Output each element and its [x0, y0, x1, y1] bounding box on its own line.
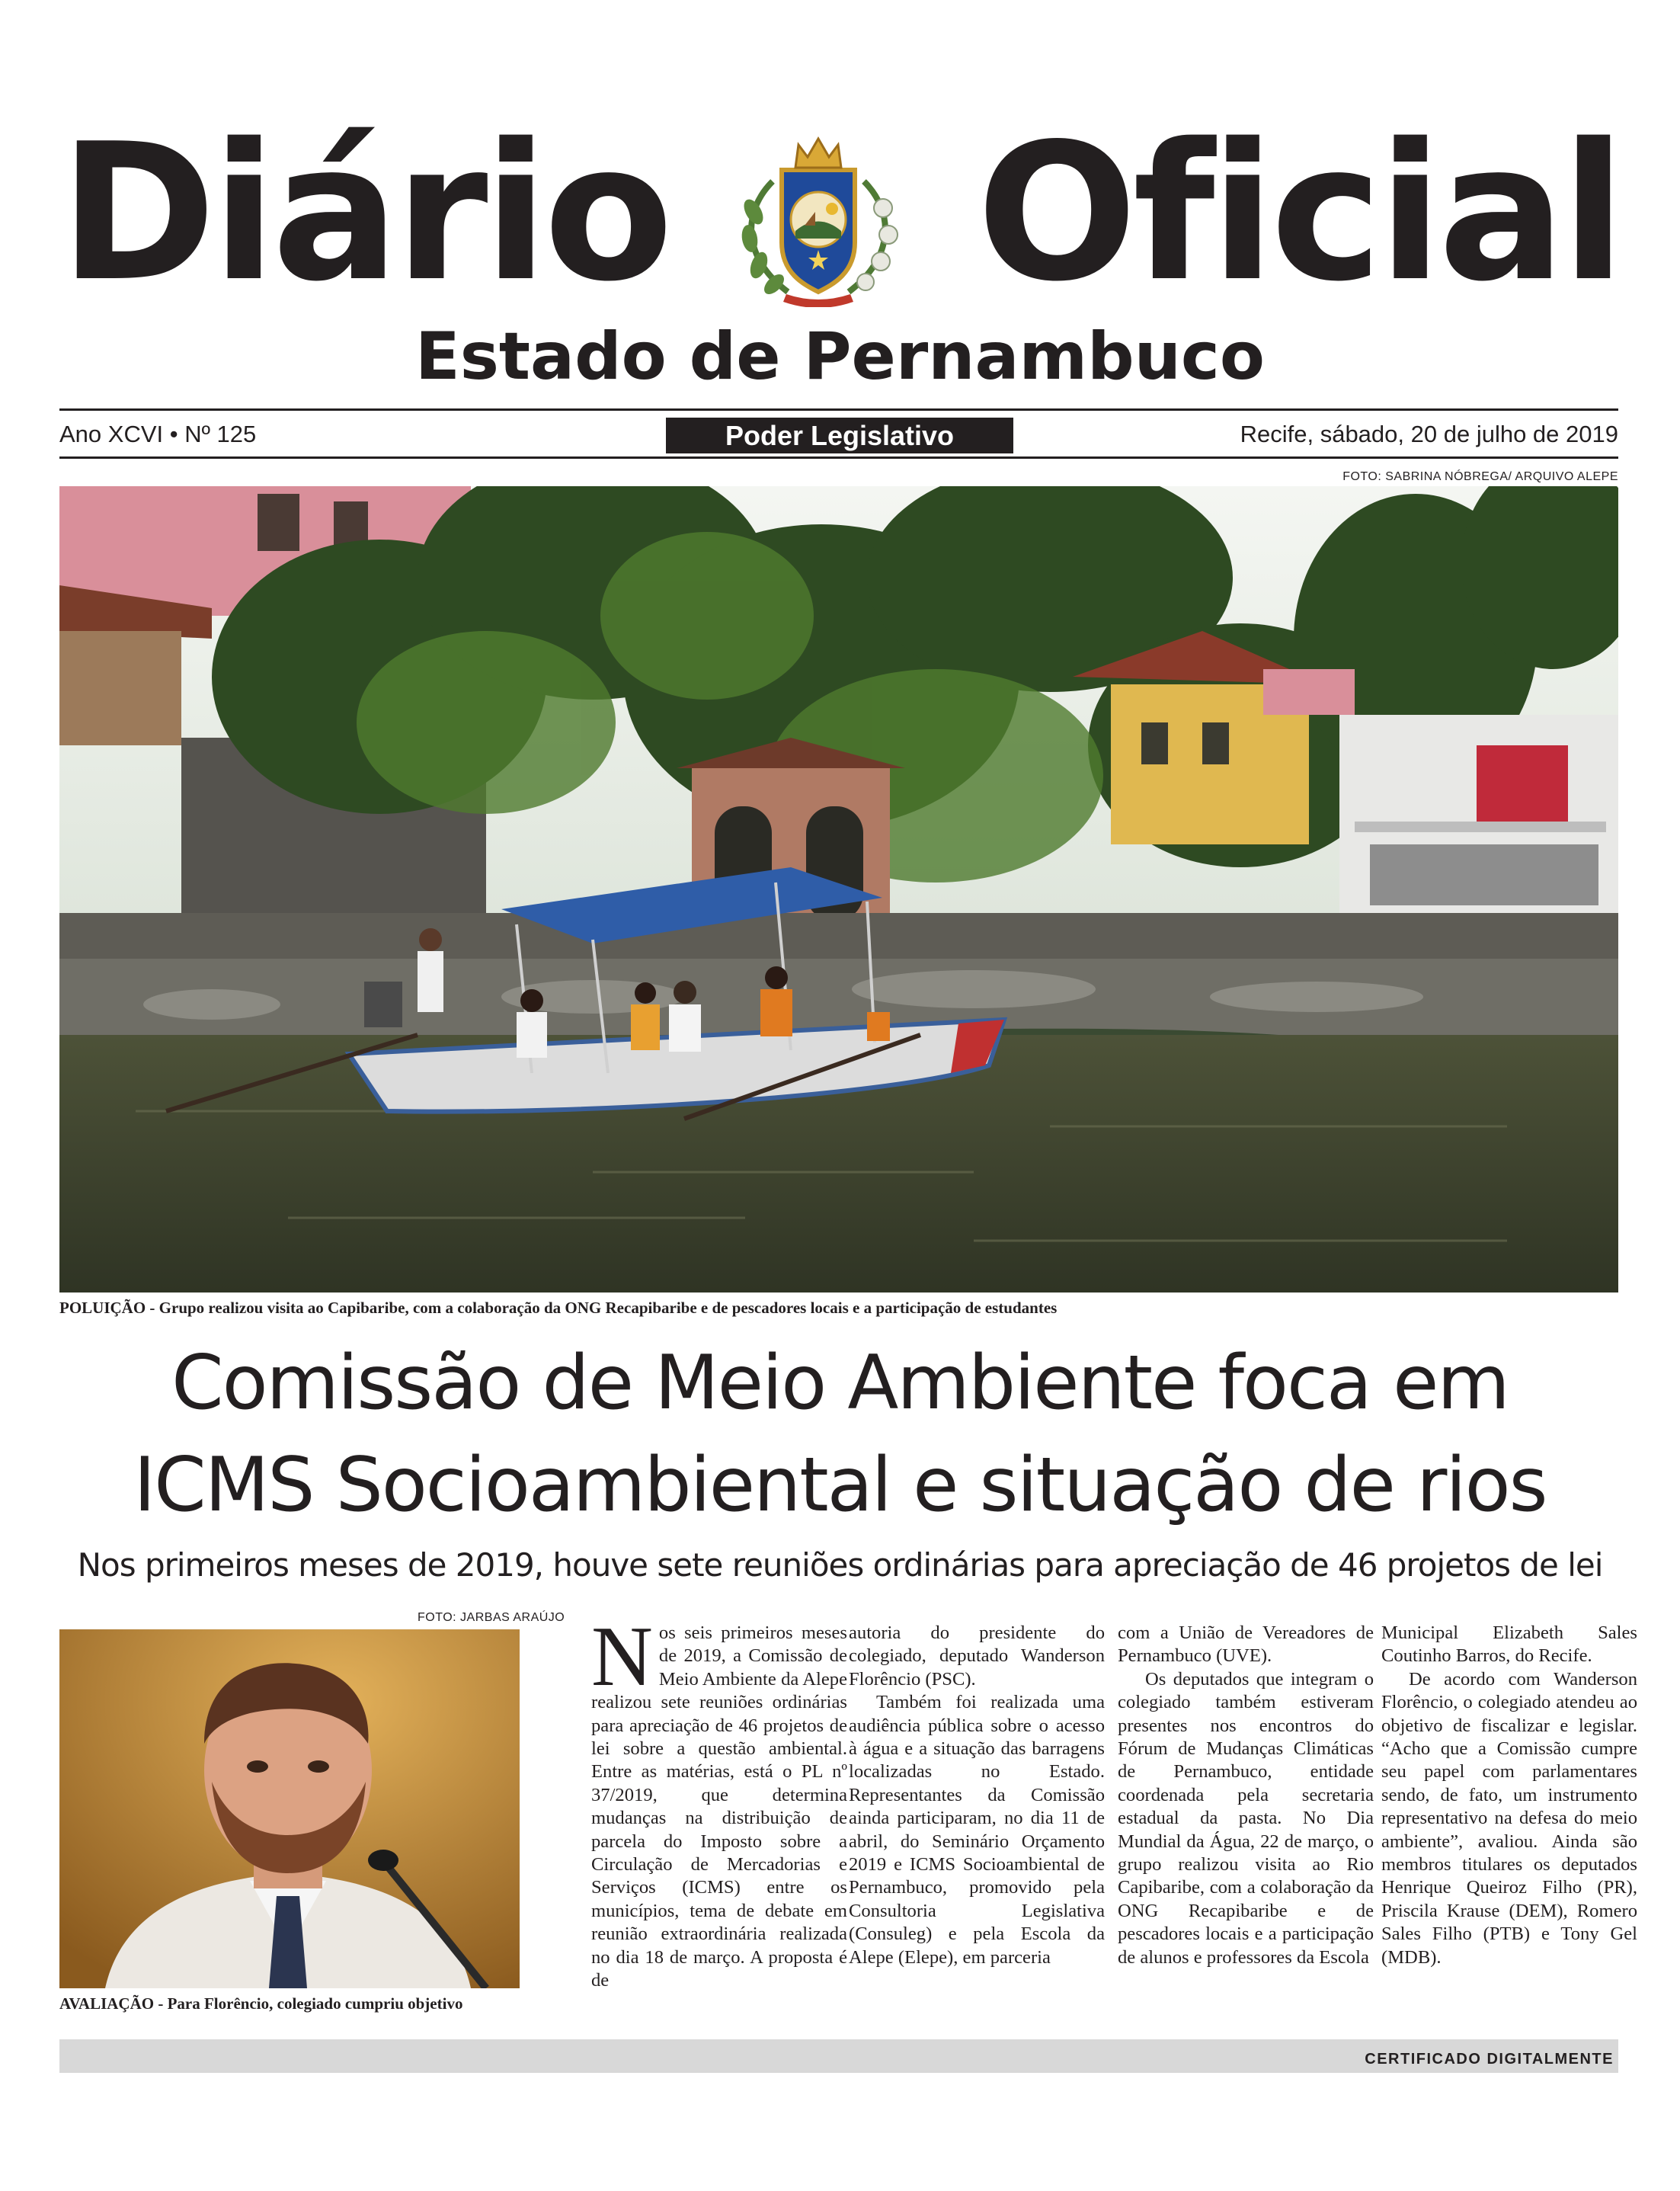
paragraph: os seis primeiros meses de 2019, a Comissão de Meio Ambiente da Alepe realizou sete reuniões ordinárias para apreciação de 46 projetos de lei sobre a questão ambiental. Entre as matérias, está o PL nº 37/2019, que determina mudanças na distribuição de parcela do Imposto sobre a Circulação de Mercadorias e Serviços (ICMS) entre os municípios, tema de debate em reunião extraordinária realizada no dia 18 de março. A proposta é de	[591, 1622, 847, 1991]
main-photo	[59, 486, 1618, 1292]
paragraph: Também foi realizada uma audiência pública sobre o acesso à água e a situação das barragens localizadas no Estado. Representantes da Comissão ainda participaram, no dia 11 de abril, do Seminário Orçamento 2019 e ICMS Socioambiental de Pernambuco, promovido pela Consultoria Legislativa (Consuleg) e pela Escola da Alepe (Elepe), em parceria	[849, 1692, 1105, 1968]
issue-number: Ano XCVI • Nº 125	[59, 421, 257, 447]
portrait-photo-credit: FOTO: JARBAS ARAÚJO	[418, 1611, 565, 1624]
headline-line-2: ICMS Socioambiental e situação de rios	[133, 1442, 1547, 1529]
paragraph: De acordo com Wanderson Florêncio, o colegiado atendeu ao objetivo de fiscalizar e legislar. “Acho que a Comissão cumpre seu papel com parlamentares sendo, de fato, um instrumento representativo na defesa do meio ambiente”, avaliou. Ainda são membros titulares os deputados Henrique Queiroz Filho (PR), Priscila Krause (DEM), Romero Sales Filho (PTB) e Tony Gel (MDB).	[1381, 1668, 1637, 1968]
paragraph: autoria do presidente do colegiado, deputado Wanderson Florêncio (PSC).	[849, 1622, 1105, 1690]
article-column-3	[1118, 1622, 1374, 2018]
bottom-rule	[59, 456, 1618, 459]
main-photo-caption: POLUIÇÃO - Grupo realizou visita ao Capibaribe, com a colaboração da ONG Recapibaribe e de pescadores locais e a participação de estudantes	[59, 1299, 1058, 1317]
portrait-photo-caption: AVALIAÇÃO - Para Florêncio, colegiado cumpriu objetivo	[59, 1994, 463, 2013]
article-deck: Nos primeiros meses de 2019, houve sete reuniões ordinárias para apreciação de 46 projetos de lei	[77, 1546, 1603, 1584]
drop-cap: N	[591, 1622, 653, 1704]
state-coat-of-arms-icon	[719, 128, 917, 307]
headline-line-1: Comissão de Meio Ambiente foca em	[171, 1340, 1509, 1427]
section-tag: Poder Legislativo	[666, 418, 1013, 453]
article-column-4	[1381, 1622, 1637, 2018]
article-headline	[46, 1332, 1634, 1536]
digital-certification-label: CERTIFICADO DIGITALMENTE	[1365, 2051, 1614, 2068]
masthead-title-right: Oficial	[976, 104, 1621, 323]
main-photo-credit: FOTO: SABRINA NÓBREGA/ ARQUIVO ALEPE	[1342, 470, 1618, 483]
article-column-1	[591, 1622, 847, 2018]
paragraph: Os deputados que integram o colegiado também estiveram presentes nos encontros do Fórum de Mudanças Climáticas de Pernambuco, entidade coordenada pela secretaria estadual da pasta. No Dia Mundial da Água, 22 de março, o grupo realizou visita ao Rio Capibaribe, com a colaboração da ONG Recapibaribe e de pescadores locais e a participação de alunos e professores da Escola	[1118, 1668, 1374, 1968]
article-column-2	[849, 1622, 1105, 2018]
paragraph: Municipal Elizabeth Sales Coutinho Barros, do Recife.	[1381, 1622, 1637, 1667]
paragraph: com a União de Vereadores de Pernambuco (UVE).	[1118, 1622, 1374, 1667]
top-rule	[59, 408, 1618, 411]
masthead	[59, 104, 1621, 323]
masthead-subtitle: Estado de Pernambuco	[415, 319, 1265, 395]
masthead-title-left: Diário	[59, 104, 669, 323]
dateline: Recife, sábado, 20 de julho de 2019	[1240, 421, 1618, 447]
portrait-photo	[59, 1629, 520, 1988]
